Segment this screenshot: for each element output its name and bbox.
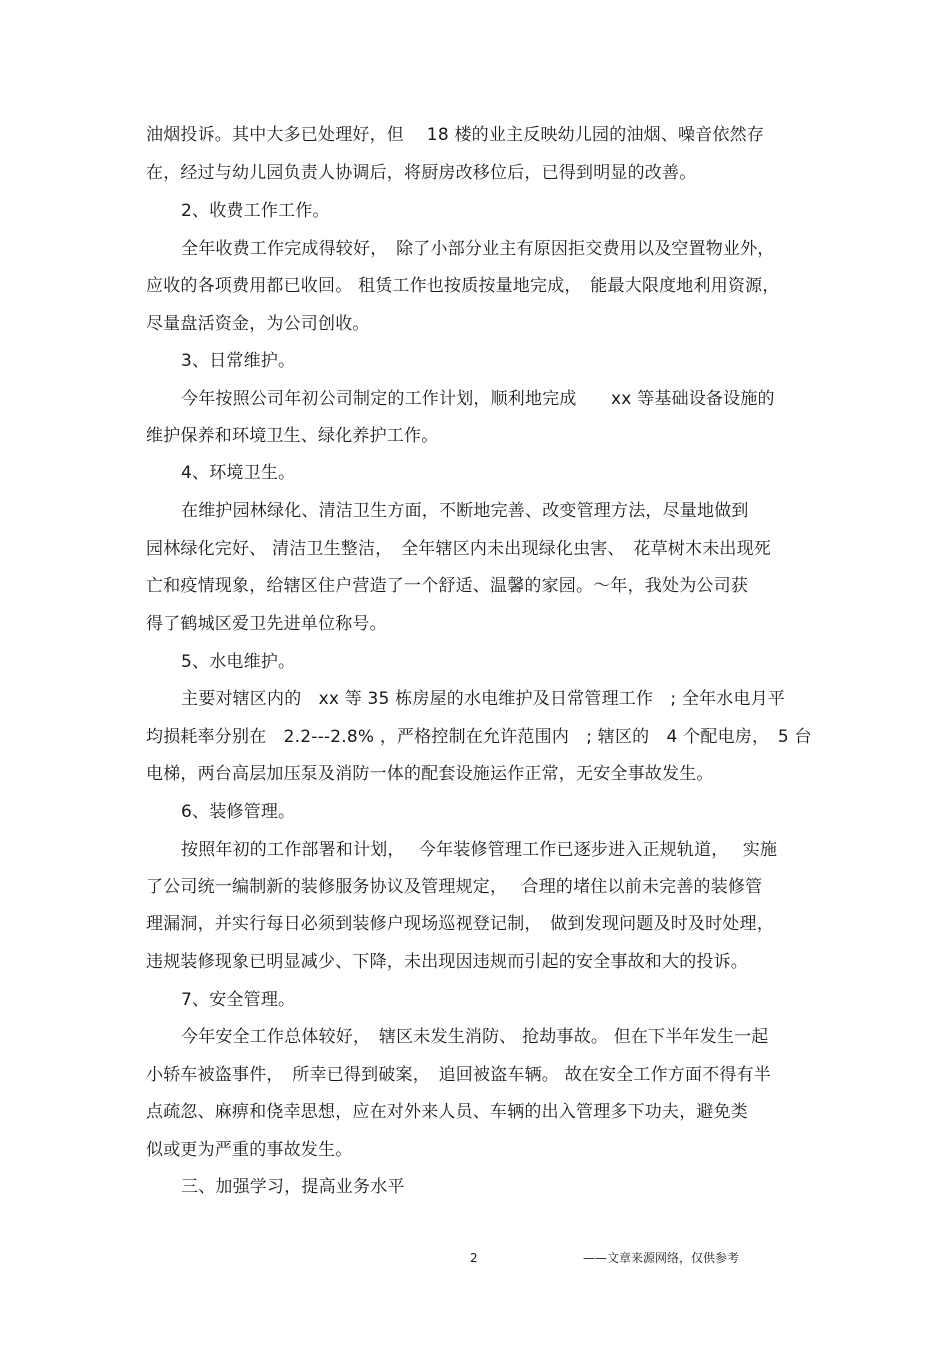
body-text-line: 园林绿化完好、 清洁卫生整洁， 全年辖区内未出现绿化虫害、 花草树木未出现死 [146, 539, 772, 559]
body-text-line: 得了鹤城区爱卫先进单位称号。 [146, 614, 387, 634]
body-text-line: 违规装修现象已明显减少、下降，未出现因违规而引起的安全事故和大的投诉。 [146, 952, 748, 972]
body-text-line: 小轿车被盗事件， 所幸已得到破案， 追回被盗车辆。 故在安全工作方面不得有半 [146, 1065, 772, 1085]
body-text-line: 今年安全工作总体较好， 辖区未发生消防、 抢劫事故。 但在下半年发生一起 [181, 1027, 769, 1047]
body-text-line: 了公司统一编制新的装修服务协议及管理规定， 合理的堵住以前未完善的装修管 [146, 877, 763, 897]
body-text-line: 今年按照公司年初公司制定的工作计划，顺利地完成 xx 等基础设备设施的 [181, 389, 775, 409]
body-text-line: 维护保养和环境卫生、绿化养护工作。 [146, 426, 439, 446]
body-text-line: 应收的各项费用都已收回。 租赁工作也按质按量地完成， 能最大限度地利用资源， [146, 276, 780, 296]
body-text-line: 似或更为严重的事故发生。 [146, 1140, 353, 1160]
body-text-line: 在，经过与幼儿园负责人协调后，将厨房改移位后，已得到明显的改善。 [146, 163, 697, 183]
section-heading: 5、水电维护。 [181, 652, 296, 672]
body-text-line: 尽量盘活资金，为公司创收。 [146, 314, 370, 334]
body-text-line: 油烟投诉。其中大多已处理好，但 18 楼的业主反映幼儿园的油烟、噪音依然存 [146, 125, 765, 145]
body-text-line: 主要对辖区内的 xx 等 35 栋房屋的水电维护及日常管理工作 ; 全年水电月平 [181, 689, 786, 709]
body-text-line: 按照年初的工作部署和计划， 今年装修管理工作已逐步进入正规轨道， 实施 [181, 840, 778, 860]
body-text-line: 点疏忽、麻痹和侥幸思想，应在对外来人员、车辆的出入管理多下功夫，避免类 [146, 1102, 748, 1122]
section-heading: 4、环境卫生。 [181, 463, 296, 483]
body-text-line: 均损耗率分别在 2.2---2.8% ，严格控制在允许范围内 ; 辖区的 4 个配电房， 5 台 [146, 727, 812, 747]
body-text-line: 亡和疫情现象，给辖区住户营造了一个舒适、温馨的家园。～年，我处为公司获 [146, 576, 748, 596]
section-heading: 7、安全管理。 [181, 990, 296, 1010]
chapter-heading: 三、加强学习，提高业务水平 [181, 1177, 405, 1197]
body-text-line: 电梯，两台高层加压泵及消防一体的配套设施运作正常，无安全事故发生。 [146, 764, 714, 784]
source-note: ——文章来源网络，仅供参考 [583, 1251, 740, 1265]
body-text-line: 理漏洞，并实行每日必须到装修户现场巡视登记制， 做到发现问题及时及时处理， [146, 914, 774, 934]
body-text-line: 在维护园林绿化、清洁卫生方面，不断地完善、改变管理方法，尽量地做到 [181, 501, 749, 521]
section-heading: 2、收费工作工作。 [181, 201, 330, 221]
body-text-line: 全年收费工作完成得较好， 除了小部分业主有原因拒交费用以及空置物业外， [181, 239, 775, 259]
page-number: 2 [470, 1251, 478, 1265]
section-heading: 6、装修管理。 [181, 802, 296, 822]
section-heading: 3、日常维护。 [181, 351, 296, 371]
